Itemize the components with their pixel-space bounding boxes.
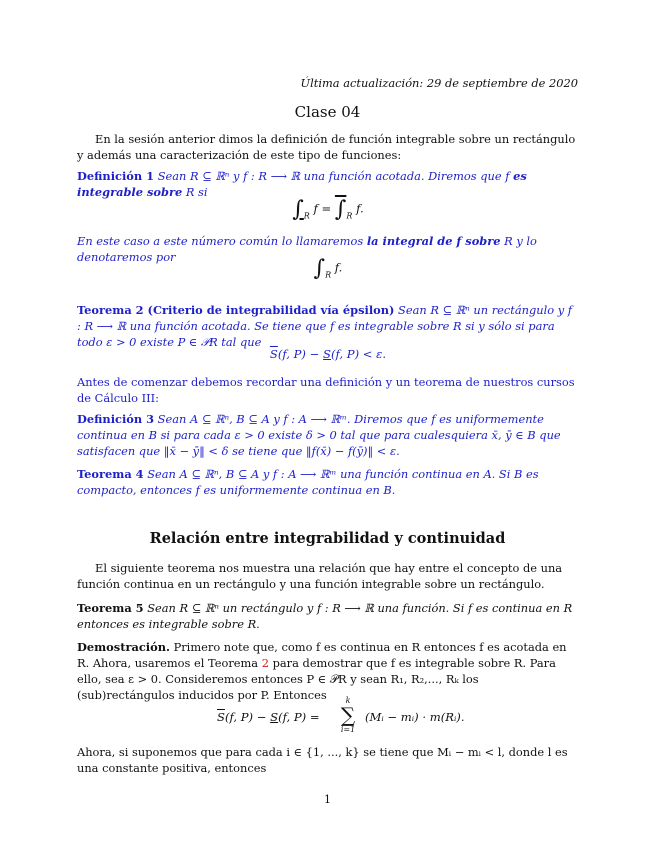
upper-integral-sign: ∫ (334, 197, 347, 222)
theorem-2-eq-b: (f, P) − (277, 347, 324, 361)
intro-paragraph: En la sesión anterior dimos la definición de función integrable sobre un rectángulo y además una caracterización de este tipo de funciones: (77, 132, 576, 162)
theorem-4 (77, 466, 579, 498)
definition-3-heading: Definición 3 (77, 412, 155, 426)
definition-1-after-bold: la integral de f sobre (366, 234, 501, 248)
integral-body: f. (334, 260, 343, 275)
integrand-left: f (313, 201, 318, 216)
definition-1-equation (77, 197, 579, 233)
theorem-5-text: Sean R ⊆ ℝⁿ un rectángulo y f : R ⟶ ℝ una función. Si f es continua en R entonces es integrable sobre R. (77, 601, 573, 631)
upper-integral-domain: R (346, 211, 353, 221)
lower-sum-symbol: S (323, 347, 331, 361)
definition-1-heading: Definición 1 (77, 169, 155, 183)
page-number: 1 (324, 793, 331, 806)
lower-sum-symbol-2: S (270, 710, 279, 724)
upper-sum-symbol: $\overline{S}$ (269, 347, 278, 361)
sum-upper-limit: k (345, 696, 351, 705)
integrand-right: f. (356, 201, 364, 216)
last-updated-line: Última actualización: 29 de septiembre de 2020 (300, 76, 578, 90)
theorem-5 (77, 600, 579, 632)
proof-continuation: Ahora, si suponemos que para cada i ∈ {1, ..., k} se tiene que Mᵢ − mᵢ < l, donde l es una constante positiva, entonces (77, 745, 568, 775)
definition-3 (77, 411, 579, 459)
recall-paragraph: Antes de comenzar debemos recordar una definición y un teorema de nuestros cursos de Cálculo III: (77, 375, 575, 405)
sigma-symbol: ∑ (340, 703, 356, 727)
sum-body: (Mᵢ − mᵢ) · m(Rᵢ). (365, 710, 465, 724)
theorem-4-text: Sean A ⊆ ℝⁿ, B ⊆ A y f : A ⟶ ℝᵐ una función continua en A. Si B es compacto, entonces f es uniformemente continua en B. (77, 467, 539, 497)
page-title: Clase 04 (294, 103, 361, 121)
definition-1-text-a: Sean R ⊆ ℝⁿ y f : R ⟶ ℝ una función acotada. Diremos que f (157, 169, 514, 183)
theorem-2-text: Sean R ⊆ ℝⁿ un rectángulo y f : R ⟶ ℝ una función acotada. Se tiene que f es integrable sobre R si y sólo si para todo ε > 0 existe P ∈ 𝒫R tal que (77, 303, 572, 349)
proof-text-a: Primero note que, como f es continua en R entonces f es acotada en R. Ahora, usaremos el Teorema (77, 640, 567, 670)
proof-paragraph (77, 639, 579, 703)
proof-heading: Demostración. (77, 640, 170, 654)
theorem-4-heading: Teorema 4 (77, 467, 144, 481)
lower-integral-sign: ∫ (292, 197, 304, 222)
theorem-reference-link[interactable]: 2 (261, 656, 269, 670)
definition-1-after-a: En este caso a este número común lo llamaremos (77, 234, 367, 248)
integral-sign: ∫ (313, 256, 326, 281)
theorem-2-eq-d: (f, P) < ε. (331, 347, 387, 361)
definition-1-text-b: R si (182, 185, 208, 199)
lower-integral-domain: R (303, 211, 310, 221)
theorem-2-heading: Teorema 2 (Criterio de integrabilidad vía épsilon) (77, 303, 395, 317)
theorem-2 (77, 302, 579, 350)
definition-1 (77, 168, 579, 200)
proof-eq-right: (f, P) = (278, 710, 320, 724)
definition-1-integral-notation (77, 256, 579, 292)
upper-sum-symbol-2: $\overline{S}$ (217, 710, 225, 724)
sum-lower-limit: i=1 (340, 725, 356, 734)
definition-3-text: Sean A ⊆ ℝⁿ, B ⊆ A y f : A ⟶ ℝᵐ. Diremos que f es uniformemente continua en B si para cada ε > 0 existe δ > 0 tal que para cualesquiera x̄, ȳ ∈ B que satisfacen que ‖x̄ − ȳ‖ < δ se tiene que ‖f(x̄) − f(ȳ)‖ < ε. (77, 412, 561, 458)
definition-1-bold: es integrable sobre (77, 169, 527, 199)
proof-text-b: para demostrar que f es integrable sobre R. Para ello, sea ε > 0. Consideremos entonces P ∈ 𝒫R y sean R₁, R₂,..., Rₖ los (sub)rectángulos inducidos por P. Entonces (77, 656, 556, 702)
integral-domain: R (325, 270, 332, 280)
section-intro: El siguiente teorema nos muestra una relación que hay entre el concepto de una función continua en un rectángulo y una función integrable sobre un rectángulo. (77, 561, 563, 591)
proof-equation (77, 696, 579, 740)
definition-1-after-b: R y lo denotaremos por (77, 234, 537, 264)
theorem-5-heading: Teorema 5 (77, 601, 144, 615)
equals-sign: = (321, 201, 332, 216)
summation (335, 696, 361, 734)
proof-eq-left: (f, P) − (224, 710, 271, 724)
section-heading: Relación entre integrabilidad y continuidad (149, 530, 506, 547)
theorem-2-equation (77, 347, 579, 361)
